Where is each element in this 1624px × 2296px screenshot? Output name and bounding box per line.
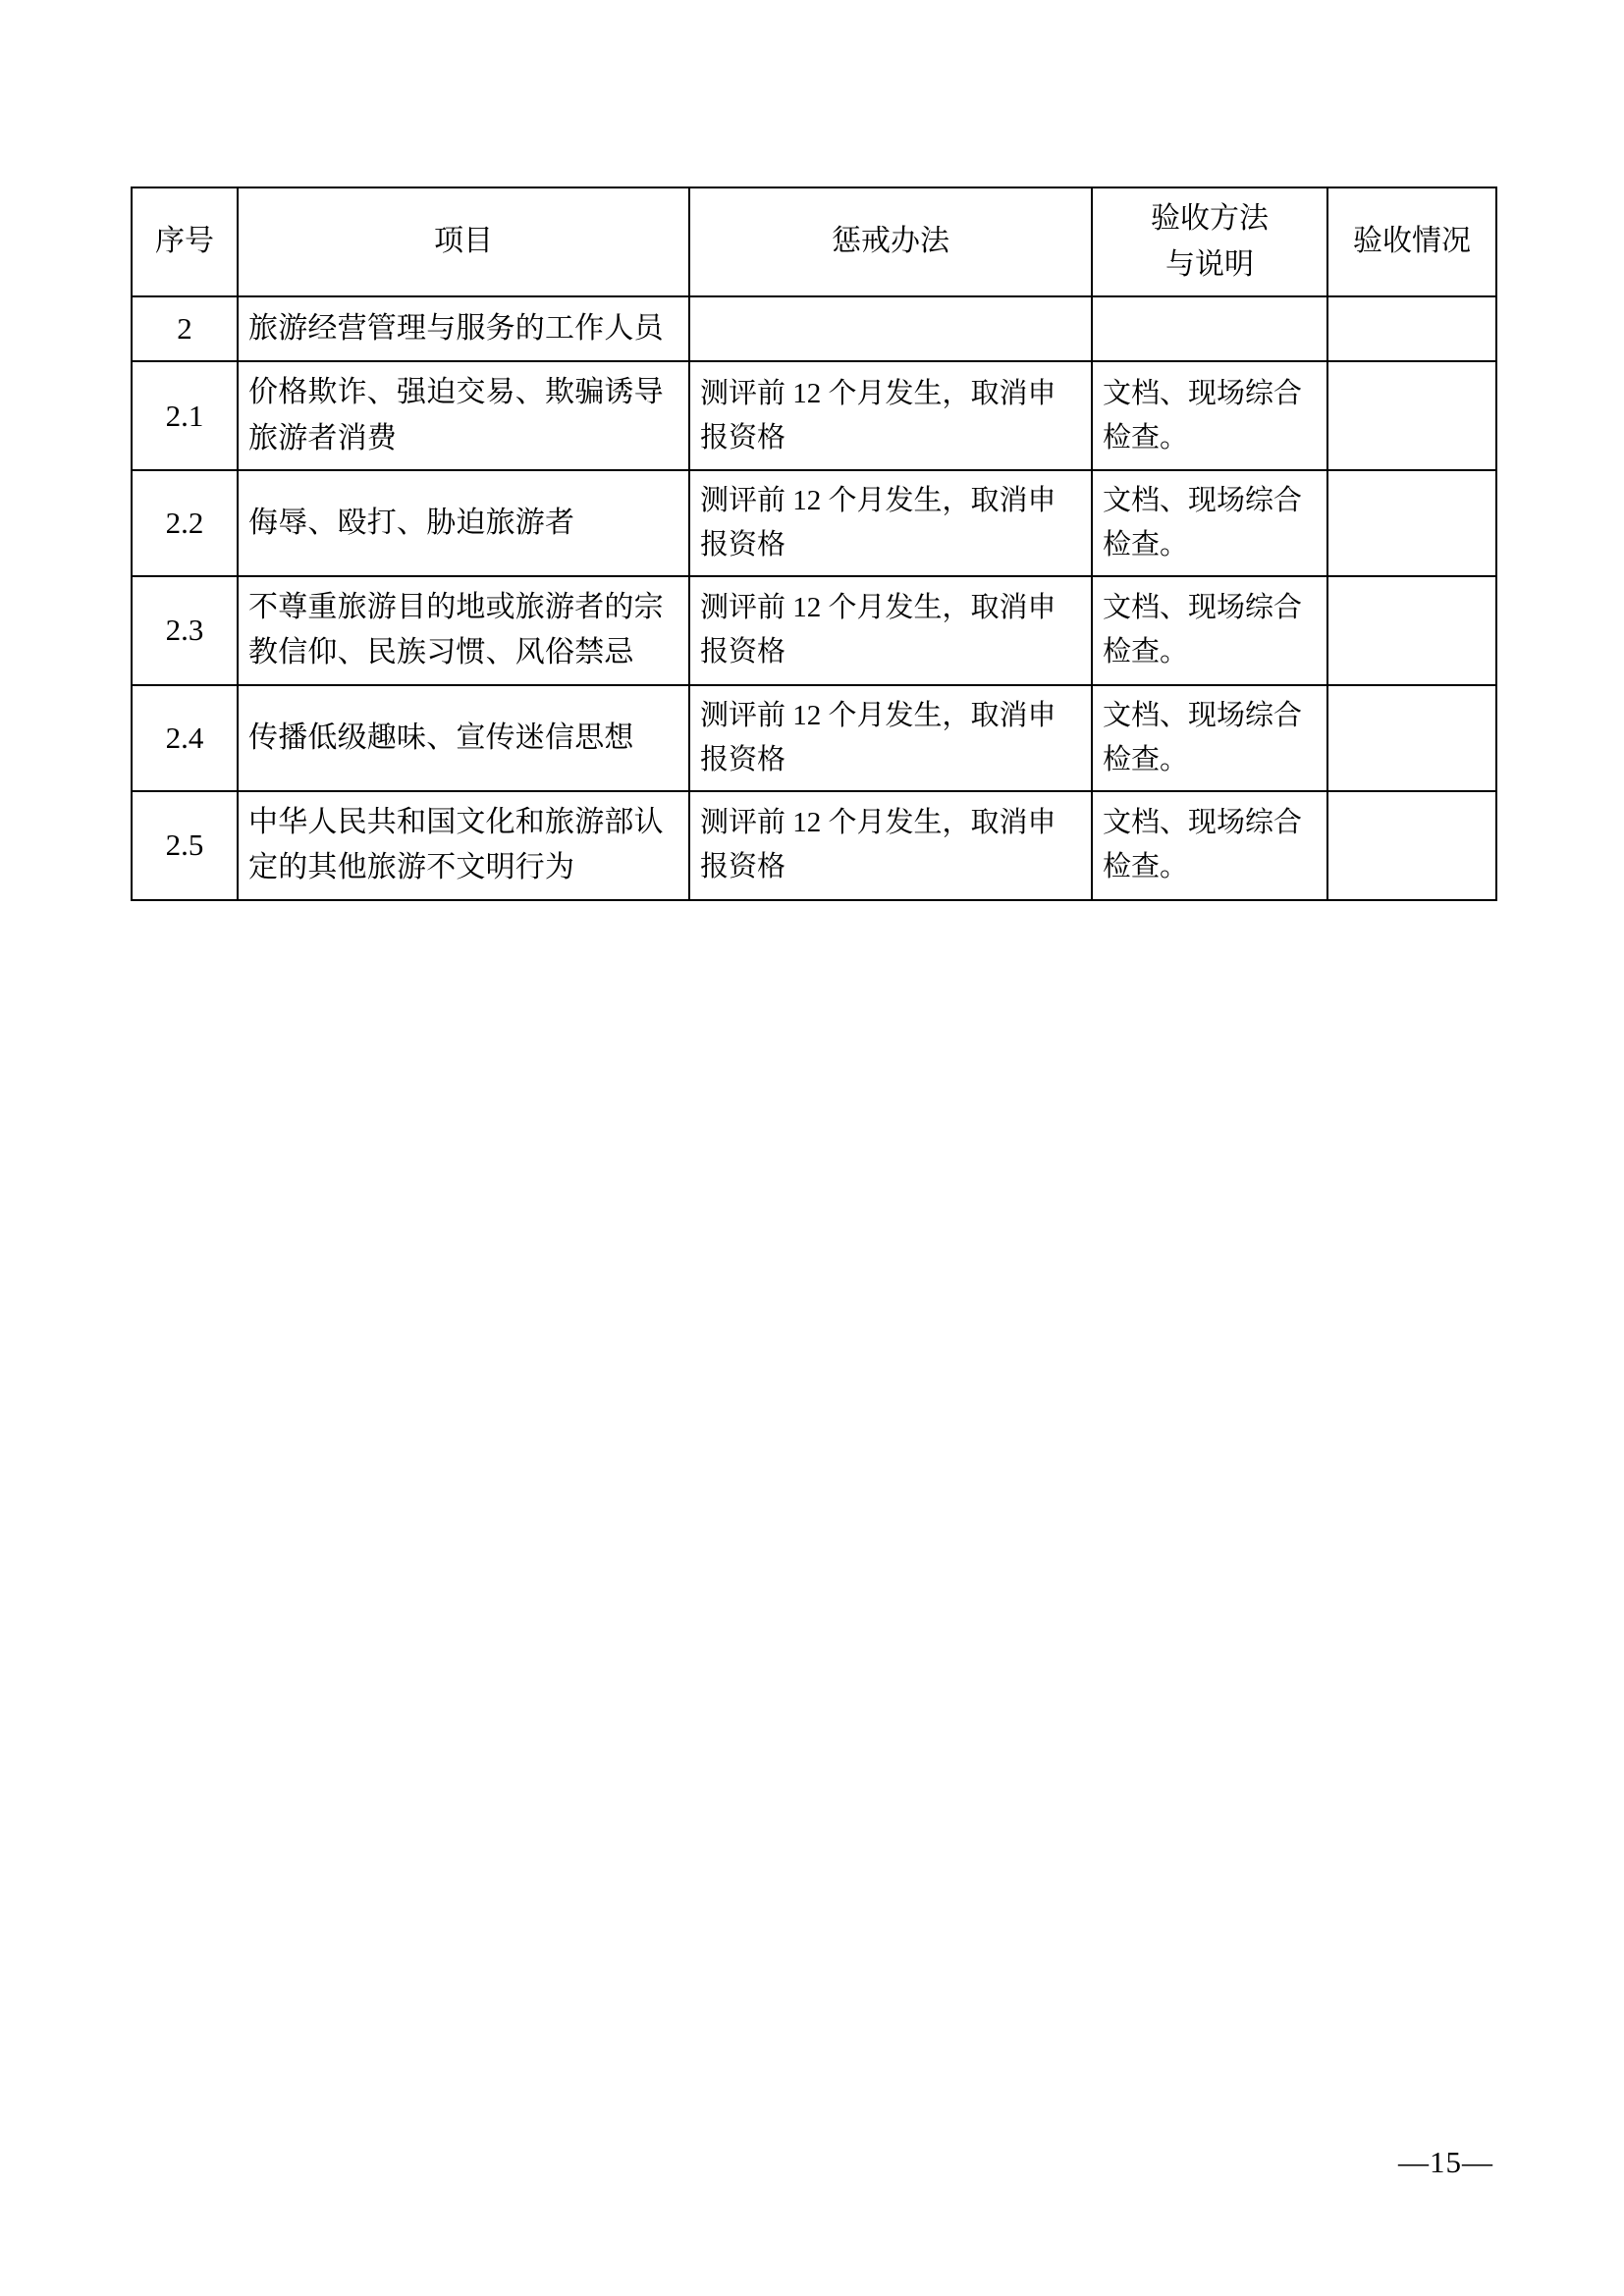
cell-method: 文档、现场综合检查。 [1092,470,1327,576]
column-header-measure: 惩戒办法 [689,187,1092,296]
cell-result [1327,576,1496,685]
column-header-method-line2: 与说明 [1165,247,1254,281]
cell-item: 中华人民共和国文化和旅游部认定的其他旅游不文明行为 [238,791,689,900]
cell-measure: 测评前 12 个月发生，取消申报资格 [689,470,1092,576]
table-row [132,576,1496,685]
table-row [132,791,1496,900]
cell-no: 2.5 [132,791,238,900]
cell-measure [689,296,1092,361]
cell-method: 文档、现场综合检查。 [1092,361,1327,470]
table-header [132,187,1496,296]
table-row [132,470,1496,576]
cell-no: 2.2 [132,470,238,576]
cell-no: 2 [132,296,238,361]
cell-item: 不尊重旅游目的地或旅游者的宗教信仰、民族习惯、风俗禁忌 [238,576,689,685]
cell-method: 文档、现场综合检查。 [1092,791,1327,900]
cell-item: 侮辱、殴打、胁迫旅游者 [238,470,689,576]
cell-result [1327,361,1496,470]
cell-measure: 测评前 12 个月发生，取消申报资格 [689,361,1092,470]
cell-measure: 测评前 12 个月发生，取消申报资格 [689,685,1092,791]
cell-no: 2.3 [132,576,238,685]
cell-item: 旅游经营管理与服务的工作人员 [238,296,689,361]
cell-method: 文档、现场综合检查。 [1092,576,1327,685]
column-header-item: 项目 [238,187,689,296]
column-header-method-line1: 验收方法 [1151,202,1269,235]
cell-measure: 测评前 12 个月发生，取消申报资格 [689,576,1092,685]
cell-measure: 测评前 12 个月发生，取消申报资格 [689,791,1092,900]
page-number: —15— [1398,2145,1493,2179]
table-row [132,296,1496,361]
cell-no: 2.4 [132,685,238,791]
cell-method [1092,296,1327,361]
cell-result [1327,470,1496,576]
table-row [132,361,1496,470]
assessment-table [131,187,1497,901]
table-body [132,296,1496,900]
cell-method: 文档、现场综合检查。 [1092,685,1327,791]
cell-result [1327,296,1496,361]
table-row [132,685,1496,791]
cell-no: 2.1 [132,361,238,470]
cell-result [1327,791,1496,900]
cell-result [1327,685,1496,791]
column-header-no: 序号 [132,187,238,296]
cell-item: 价格欺诈、强迫交易、欺骗诱导旅游者消费 [238,361,689,470]
column-header-result: 验收情况 [1327,187,1496,296]
column-header-method [1092,187,1327,296]
table-header-row [132,187,1496,296]
cell-item: 传播低级趣味、宣传迷信思想 [238,685,689,791]
